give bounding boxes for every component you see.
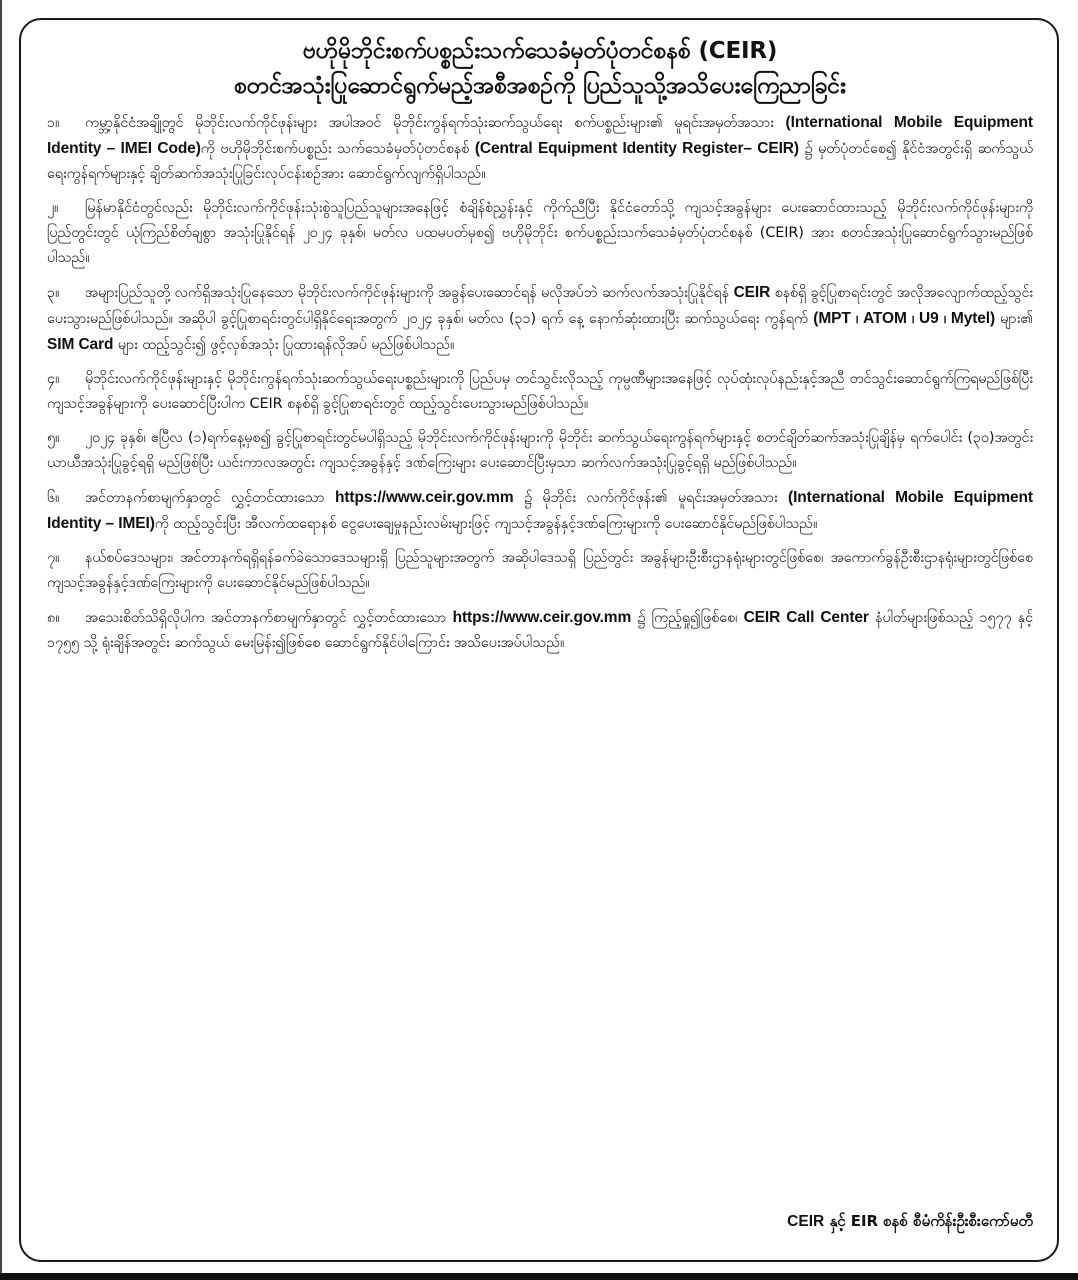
left-edge-rule	[0, 0, 2, 1280]
notice-title	[47, 34, 1033, 104]
ceir-website-link[interactable]: https://www.ceir.gov.mm	[452, 609, 632, 626]
imei-term: (International Mobile Equipment Identity – IMEI)	[47, 489, 1033, 532]
paragraph-2	[47, 196, 1033, 271]
paragraph-text: များ ထည့်သွင်း၍ ဖွင့်လှစ်အသုံး ပြုထားရန်လိုအပ် မည်ဖြစ်ပါသည်။	[113, 337, 455, 353]
signature-committee	[787, 1212, 1033, 1234]
notice-frame	[19, 18, 1059, 1262]
paragraph-text: များ၏	[995, 311, 1033, 327]
signature-ceir: CEIR	[787, 1213, 825, 1230]
paragraph-number: ၂။	[47, 200, 59, 216]
ceir-label: CEIR	[733, 284, 771, 301]
paragraph-text: အသေးစိတ်သိရှိလိုပါက အင်တာနက်စာမျက်နှာတွင် လွှင့်တင်ထားသော	[85, 610, 453, 626]
paragraph-7	[47, 546, 1033, 596]
paragraph-number: ၆။	[47, 490, 60, 506]
paragraph-number: ၄။	[47, 371, 60, 387]
paragraph-text: အင်တာနက်စာမျက်နှာတွင် လွှင့်တင်ထားသော	[85, 490, 335, 506]
paragraph-text: ၂၀၂၄ ခုနှစ်၊ ဧပြီလ (၁)ရက်နေ့မှစ၍ ခွင့်ပြုစာရင်းတွင်မပါရှိသည့် မိုဘိုင်းလက်ကိုင်ဖုန်းများကို မိုဘိုင်း ဆက်သွယ်ရေးကွန်ရက်များနှင့် စတင်ချိတ်ဆက်အသုံးပြုချိန်မှ ရက်ပေါင်း (၃၀)အတွင်း ယာယီအသုံးပြုခွင့်ရရှိ မည်ဖြစ်ပြီး ယင်းကာလအတွင်း ကျသင့်အခွန်နှင့် ဒဏ်ကြေးများ ပေးဆောင်ပြီးမှသာ ဆက်လက်အသုံးပြုခွင့်ရရှိ မည်ဖြစ်ပါသည်။	[47, 430, 1033, 471]
paragraph-text: ၌ ကြည့်ရှု၍ဖြစ်စေ၊	[631, 610, 744, 626]
paragraph-5	[47, 426, 1033, 476]
paragraph-number: ၅။	[47, 430, 60, 446]
title-line-1: ဗဟိုမိုဘိုင်းစက်ပစ္စည်းသက်သေခံမှတ်ပုံတင်စနစ် (CEIR)	[302, 38, 778, 64]
imei-code-term: (International Mobile Equipment Identity – IMEI Code)	[47, 114, 1033, 157]
paragraph-text: မြန်မာနိုင်ငံတွင်လည်း မိုဘိုင်းလက်ကိုင်ဖုန်းသုံးစွဲသူပြည်သူများအနေဖြင့် စံချိန်စံညွှန်းနှင့် ကိုက်ညီပြီး နိုင်ငံတော်သို့ ကျသင့်အခွန်များ ပေးဆောင်ထားသည့် မိုဘိုင်းလက်ကိုင်ဖုန်းများကို ပြည်တွင်းတွင် ယုံကြည်စိတ်ချစွာ အသုံးပြုနိုင်ရန် ၂၀၂၄ ခုနှစ်၊ မတ်လ ပထမပတ်မှစ၍ ဗဟိုမိုဘိုင်း စက်ပစ္စည်းသက်သေခံမှတ်ပုံတင်စနစ် (CEIR) အား စတင်အသုံးပြုဆောင်ရွက်သွားမည်ဖြစ်ပါသည်။	[47, 200, 1033, 266]
call-center-term: CEIR Call Center	[743, 609, 869, 626]
paragraph-3	[47, 280, 1033, 358]
paragraph-text: ကို ဗဟိုမိုဘိုင်းစက်ပစ္စည်း သက်သေခံမှတ်ပုံတင်စနစ်	[200, 141, 475, 157]
ceir-term: (Central Equipment Identity Register– CEIR)	[474, 140, 799, 157]
paragraph-text: နယ်စပ်ဒေသများ၊ အင်တာနက်ရရှိရန်ခက်ခဲသောဒေသများရှိ ပြည်သူများအတွက် အဆိုပါဒေသရှိ ပြည်တွင်း အခွန်များဦးစီးဌာနရုံးများတွင်ဖြစ်စေ၊ အကောက်ခွန်ဦးစီးဌာနရုံးများတွင်ဖြစ်စေ ကျသင့်အခွန်နှင့်ဒဏ်ကြေးများကို ပေးဆောင်နိုင်မည်ဖြစ်ပါသည်။	[47, 550, 1033, 591]
paragraph-6	[47, 485, 1033, 537]
paragraph-text: ကမ္ဘာ့နိုင်ငံအချို့တွင် မိုဘိုင်းလက်ကိုင်ဖုန်းများ အပါအဝင် မိုဘိုင်းကွန်ရက်သုံးဆက်သွယ်ရေး စက်ပစ္စည်းများ၏ မူရင်းအမှတ်အသား	[85, 115, 786, 131]
paragraph-number: ၃။	[47, 285, 60, 301]
ceir-website-link[interactable]: https://www.ceir.gov.mm	[334, 489, 514, 506]
paragraph-text: အများပြည်သူတို့ လက်ရှိအသုံးပြုနေသော မိုဘိုင်းလက်ကိုင်ဖုန်းများကို အခွန်ပေးဆောင်ရန် မလိုအပ်ဘဲ ဆက်လက်အသုံးပြုနိုင်ရန်	[85, 285, 734, 301]
paragraph-text: ကို ထည့်သွင်းပြီး အီလက်ထရောနစ် ငွေပေးချေမှုနည်းလမ်းများဖြင့် ကျသင့်အခွန်နှင့်ဒဏ်ကြေးများကို ပေးဆောင်နိုင်မည်ဖြစ်ပါသည်။	[154, 516, 818, 532]
paragraph-text: စနစ်ရှိ ခွင့်ပြုစာရင်းတွင် အလိုအလျောက်ထည့်သွင်း ပေးသွားမည်ဖြစ်ပါသည်။ အဆိုပါ ခွင့်ပြုစာရင်းတွင်ပါရှိနိုင်ရေးအတွက် ၂၀၂၄ ခုနှစ်၊ မတ်လ (၃၁) ရက် နေ့ နောက်ဆုံးထားပြီး ဆက်သွယ်ရေး ကွန်ရက်	[47, 285, 1033, 327]
paragraph-text: ၌ မိုဘိုင်း လက်ကိုင်ဖုန်း၏ မူရင်းအမှတ်အသား	[513, 490, 789, 506]
sim-card-term: SIM Card	[47, 336, 114, 353]
paragraph-text: နံပါတ်များဖြစ်သည့် ၁၅၇၇ နှင့် ၁၇၅၅ သို့ ရုံးချိန်အတွင်း ဆက်သွယ် မေးမြန်း၍ဖြစ်စေ ဆောင်ရွက်နိုင်ပါကြောင်း အသိပေးအပ်ပါသည်။	[47, 610, 1033, 651]
paragraph-1	[47, 110, 1033, 187]
paragraph-text: မိုဘိုင်းလက်ကိုင်ဖုန်းများနှင့် မိုဘိုင်းကွန်ရက်သုံးဆက်သွယ်ရေးပစ္စည်းများကို ပြည်ပမှ တင်သွင်းလိုသည့် ကုမ္ပဏီများအနေဖြင့် လုပ်ထုံးလုပ်နည်းနှင့်အညီ တင်သွင်းဆောင်ရွက်ကြရမည်ဖြစ်ပြီး ကျသင့်အခွန်များကို ပေးဆောင်ပြီးပါက CEIR စနစ်ရှိ ခွင့်ပြုစာရင်းတွင် ထည့်သွင်းပေးသွားမည်ဖြစ်ပါသည်။	[47, 371, 1033, 412]
paragraph-text: ၌ မှတ်ပုံတင်စေ၍ နိုင်ငံအတွင်းရှိ ဆက်သွယ်ရေးကွန်ရက်များနှင့် ချိတ်ဆက်အသုံးပြုခြင်းလုပ်ငန်းစဉ်အား ဆောင်ရွက်လျက်ရှိပါသည်။	[47, 141, 1034, 182]
paragraph-number: ၈။	[47, 610, 60, 626]
operators-list: (MPT ၊ ATOM ၊ U9 ၊ Mytel)	[813, 310, 996, 327]
signature-rest: နှင့် EIR စနစ် စီမံကိန်းဦးစီးကော်မတီ	[824, 1212, 1033, 1230]
paragraph-8	[47, 605, 1033, 656]
title-line-2: စတင်အသုံးပြုဆောင်ရွက်မည့်အစီအစဉ်ကို ပြည်သူသို့အသိပေးကြေညာခြင်း	[234, 73, 846, 99]
bottom-rule	[0, 1273, 1078, 1280]
paragraph-number: ၇။	[47, 550, 60, 566]
paragraph-number: ၁။	[47, 115, 60, 131]
paragraph-4	[47, 367, 1033, 417]
